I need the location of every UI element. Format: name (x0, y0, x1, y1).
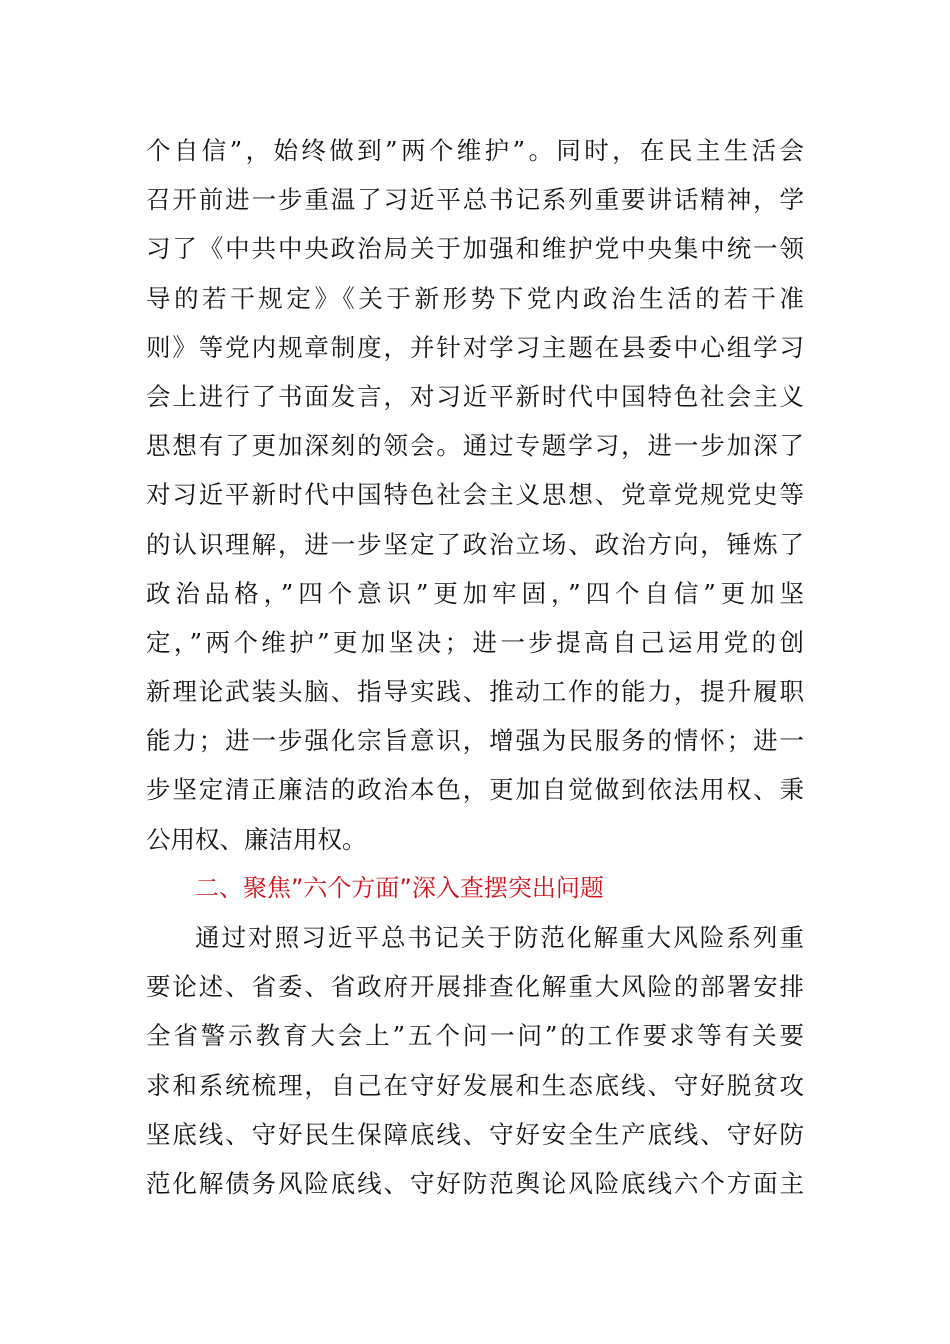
text-line: 全省警示教育大会上”五个问一问”的工作要求等有关要 (146, 1021, 804, 1051)
text-line: 对习近平新时代中国特色社会主义思想、党章党规党史等 (146, 480, 804, 510)
text-line: 的认识理解，进一步坚定了政治立场、政治方向，锤炼了 (146, 529, 804, 559)
text-line: 定，”两个维护”更加坚决；进一步提高自己运用党的创 (146, 627, 804, 657)
text-line: 求和系统梳理，自己在守好发展和生态底线、守好脱贫攻 (146, 1070, 804, 1100)
paragraph-study-results (146, 126, 804, 864)
text-line: 导的若干规定》《关于新形势下党内政治生活的若干准 (146, 283, 804, 313)
text-line: 公用权、廉洁用权。 (146, 824, 367, 854)
text-line: 则》等党内规章制度，并针对学习主题在县委中心组学习 (146, 332, 804, 362)
text-line: 习了《中共中央政治局关于加强和维护党中央集中统一领 (146, 234, 804, 264)
text-line: 会上进行了书面发言，对习近平新时代中国特色社会主义 (146, 381, 804, 411)
text-line: 思想有了更加深刻的领会。通过专题学习，进一步加深了 (146, 431, 804, 461)
text-line: 坚底线、守好民生保障底线、守好安全生产底线、守好防 (146, 1119, 804, 1149)
text-line: 政治品格，”四个意识”更加牢固，”四个自信”更加坚 (146, 578, 804, 608)
document-body (146, 126, 804, 1208)
section-heading: 二、聚焦”六个方面”深入查摆突出问题 (195, 873, 604, 902)
text-line: 个自信”，始终做到”两个维护”。同时，在民主生活会 (146, 136, 804, 165)
text-line: 新理论武装头脑、指导实践、推动工作的能力，提升履职 (146, 677, 804, 707)
text-line: 步坚定清正廉洁的政治本色，更加自觉做到依法用权、秉 (146, 775, 804, 805)
paragraph-problem-review (146, 913, 804, 1208)
text-line: 通过对照习近平总书记关于防范化解重大风险系列重 (195, 923, 804, 952)
text-line: 能力；进一步强化宗旨意识，增强为民服务的情怀；进一 (146, 726, 804, 756)
text-line: 要论述、省委、省政府开展排查化解重大风险的部署安排 (146, 972, 804, 1002)
text-line: 召开前进一步重温了习近平总书记系列重要讲话精神，学 (146, 185, 804, 215)
text-line: 范化解债务风险底线、守好防范舆论风险底线六个方面主 (146, 1168, 804, 1198)
